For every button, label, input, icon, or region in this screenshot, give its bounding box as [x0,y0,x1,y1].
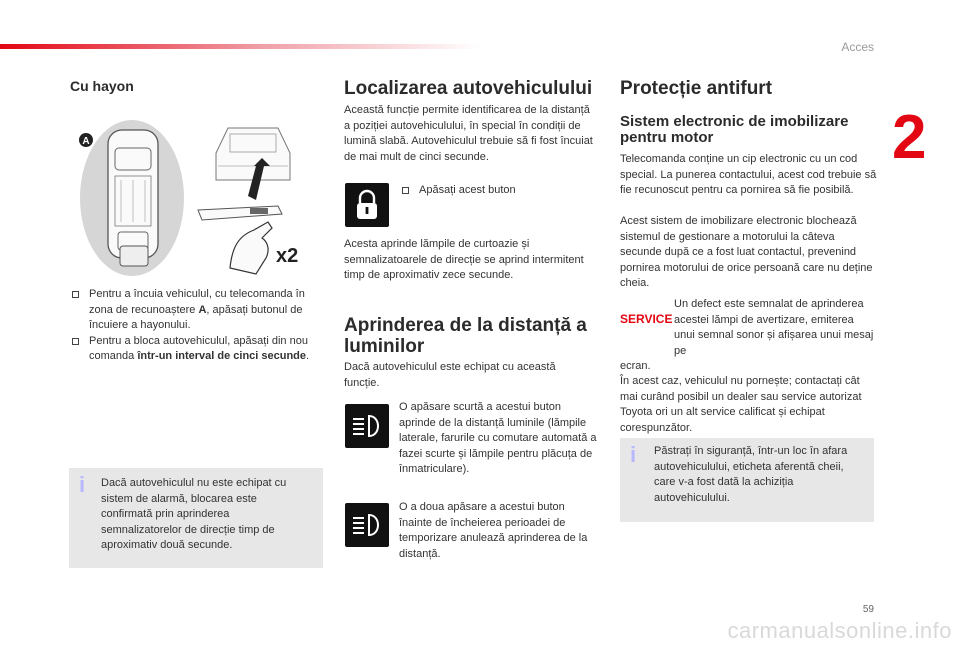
lights-intro: Dacă autovehiculul este echipat cu această funcție. [344,361,556,389]
tailgate-button [250,208,268,214]
section-title-antitheft: Protecție antifurt [620,78,773,99]
service-warning-text: Un defect este semnalat de aprinderea acestei lămpi de avertizare, emiterea unui semnal sonor și afișarea unui mesaj pe [674,298,874,357]
section-title-remote-lights: Aprinderea de la distanță a luminilor [344,315,587,357]
locate-result: Acesta aprinde lămpile de curtoazie și semnalizatoarele de direcție se aprind intermitent timp de aproximativ zece secunde. [344,238,584,281]
tailgate-handle [198,206,282,220]
short-press-text: O apăsare scurtă a acestui buton aprinde de la distanță luminile (lămpile laterale, farurile cu comutare automată a fazei scurte și lămpile pentru plăcuța de înmatriculare). [399,401,597,475]
info-icon: i [79,472,86,497]
info-box-key-label [620,438,874,522]
lock-button-icon [345,183,389,227]
info-box-alarm [69,468,323,568]
header-accent-bar [0,44,480,49]
info-text-alarm: Dacă autovehiculul nu este echipat cu sistem de alarmă, blocarea este confirmată prin aprinderea semnalizatorelor de direcție timp de aproximativ două secunde. [101,477,287,551]
label-a-text: A [82,136,90,147]
chapter-number: 2 [892,103,927,172]
key-fob [120,246,148,266]
immobiliser-p3: În acest caz, vehiculul nu pornește; contactați cât mai curând posibil un dealer sau service autorizat Toyota ori un alt service calificat și echipat corespunzător. [620,375,862,434]
tailgate-illustration [78,118,318,278]
subtitle-immobiliser: Sistem electronic de imobilizare pentru motor [620,113,849,146]
section-title-tailgate: Cu hayon [70,78,134,94]
service-warning-icon: SERVICE [620,312,673,326]
car-rear-view [216,128,290,180]
second-press-text: O a doua apăsare a acestui buton înainte de încheierea perioadei de temporizare anulează aprinderea de la distanță. [399,501,588,560]
locate-intro: Această funcție permite identificarea de la distanță a poziției autovehiculului, în special în condiții de lumină slabă. Autovehiculul trebuie să fi fost încuiat de mai mult de cinci secunde. [344,104,593,163]
headlight-button-icon-2 [345,503,389,547]
hand-icon [230,222,272,274]
headlight-button-icon-1 [345,404,389,448]
info-text-key-label: Păstrați în siguranță, într-un loc în afara autovehiculului, eticheta aferentă cheii, care v-a fost dată la achiziția autovehiculului. [654,445,848,504]
press-button-instruction: Apăsați acest buton [400,183,619,199]
section-name: Acces [841,40,874,54]
section-title-locate: Localizarea autovehiculului [344,78,593,99]
page-number: 59 [862,604,874,615]
service-warning-cont: ecran. [620,360,651,372]
bullet-deadlock: Pentru a bloca autovehiculul, apăsați din nou comanda într-un interval de cinci secunde. [70,334,324,365]
bullet-lock: Pentru a încuia vehiculul, cu telecomanda în zona de recunoaștere A, apăsați butonul de încuiere a hayonului. [70,287,324,334]
tailgate-instructions [70,287,324,365]
info-icon: i [630,442,637,467]
immobiliser-p1: Telecomanda conține un cip electronic cu un cod special. La punerea contactului, acest cod trebuie să fie recunoscut pentru ca pornirea să fie posibilă. [620,153,877,196]
immobiliser-p2: Acest sistem de imobilizare electronic blochează sistemul de gestionare a motorului la câteva secunde după ce a fost luat contactul, prevenind pornirea motorului de orice persoană care nu deține cheia. [620,215,873,289]
press-twice-label: x2 [276,245,299,267]
watermark: carmanualsonline.info [727,618,952,643]
